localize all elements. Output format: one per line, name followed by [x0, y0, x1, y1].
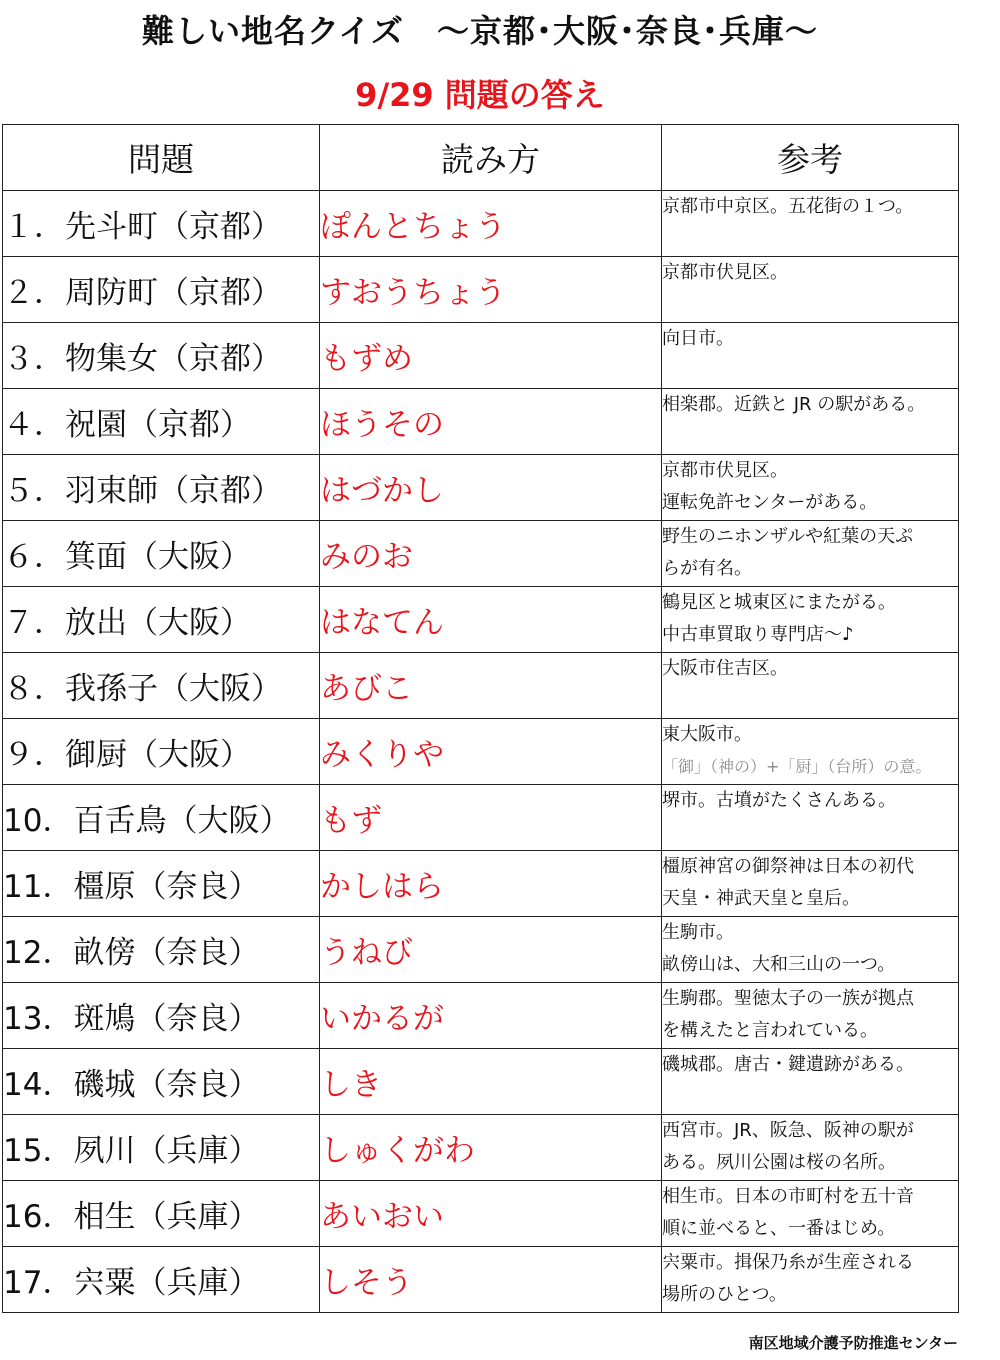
question-cell: 17．宍粟（兵庫）	[3, 1247, 320, 1313]
note-cell	[662, 653, 959, 719]
table-row	[3, 191, 959, 257]
table-row	[3, 455, 959, 521]
reading-cell: ぽんとちょう	[320, 191, 662, 257]
note-line: 中古車買取り専門店～♪	[662, 624, 854, 645]
note-line: らが有名。	[662, 558, 752, 579]
column-header-notes: 参考	[662, 125, 959, 191]
question-cell: ５．羽束師（京都）	[3, 455, 320, 521]
note-line: 京都市伏見区。	[662, 262, 788, 283]
note-line: を構えたと言われている。	[662, 1020, 878, 1041]
table-row	[3, 1247, 959, 1313]
note-cell	[662, 191, 959, 257]
question-cell: 10．百舌鳥（大阪）	[3, 785, 320, 851]
table-row	[3, 785, 959, 851]
note-cell	[662, 1115, 959, 1181]
note-line: 場所のひとつ。	[662, 1284, 787, 1305]
note-cell	[662, 719, 959, 785]
note-line: 東大阪市。	[662, 724, 752, 745]
question-cell: 14．磯城（奈良）	[3, 1049, 320, 1115]
note-cell	[662, 389, 959, 455]
table-body	[3, 191, 959, 1313]
reading-cell: あいおい	[320, 1181, 662, 1247]
reading-cell: いかるが	[320, 983, 662, 1049]
question-cell: ４．祝園（京都）	[3, 389, 320, 455]
note-cell	[662, 1049, 959, 1115]
reading-cell: かしはら	[320, 851, 662, 917]
note-line: 鶴見区と城東区にまたがる。	[662, 592, 896, 613]
reading-cell: しき	[320, 1049, 662, 1115]
table-row	[3, 719, 959, 785]
table-row	[3, 1181, 959, 1247]
note-cell	[662, 521, 959, 587]
note-line: 京都市伏見区。	[662, 460, 788, 481]
note-cell	[662, 323, 959, 389]
footer-organization: 南区地域介護予防推進センター	[748, 1334, 958, 1352]
table-row	[3, 983, 959, 1049]
note-line: 天皇・神武天皇と皇后。	[662, 888, 860, 909]
question-cell: ２．周防町（京都）	[3, 257, 320, 323]
reading-cell: みくりや	[320, 719, 662, 785]
table-row	[3, 323, 959, 389]
column-header-question: 問題	[3, 125, 320, 191]
table-row	[3, 1115, 959, 1181]
note-line: 西宮市。JR、阪急、阪神の駅が	[662, 1120, 914, 1141]
table-header-row	[3, 125, 959, 191]
reading-cell: ほうその	[320, 389, 662, 455]
question-cell: 12．畝傍（奈良）	[3, 917, 320, 983]
question-cell: 13．斑鳩（奈良）	[3, 983, 320, 1049]
note-line: 順に並べると、一番はじめ。	[662, 1218, 896, 1239]
table-row	[3, 257, 959, 323]
note-cell	[662, 917, 959, 983]
page-subtitle: 9/29 問題の答え	[355, 76, 605, 114]
note-line: 相生市。日本の市町村を五十音	[662, 1186, 914, 1207]
table-row	[3, 851, 959, 917]
note-line: 運転免許センターがある。	[662, 492, 878, 513]
note-line: 堺市。古墳がたくさんある。	[662, 790, 896, 811]
note-cell	[662, 257, 959, 323]
question-cell: 11．橿原（奈良）	[3, 851, 320, 917]
page-title: 難しい地名クイズ ～京都･大阪･奈良･兵庫～	[141, 12, 819, 50]
note-cell	[662, 1247, 959, 1313]
note-line: 橿原神宮の御祭神は日本の初代	[662, 856, 914, 877]
reading-cell: しゅくがわ	[320, 1115, 662, 1181]
note-cell	[662, 455, 959, 521]
question-cell: ９．御厨（大阪）	[3, 719, 320, 785]
table-row	[3, 917, 959, 983]
note-line: 京都市中京区。五花街の１つ。	[662, 196, 914, 217]
note-cell	[662, 1181, 959, 1247]
note-line: 畝傍山は、大和三山の一つ。	[662, 954, 896, 975]
table-row	[3, 1049, 959, 1115]
question-cell: ３．物集女（京都）	[3, 323, 320, 389]
reading-cell: はなてん	[320, 587, 662, 653]
note-line-muted: 「御」（神の）+「厨」（台所）の意。	[662, 757, 932, 776]
question-cell: １．先斗町（京都）	[3, 191, 320, 257]
note-line: 野生のニホンザルや紅葉の天ぷ	[662, 526, 914, 547]
reading-cell: うねび	[320, 917, 662, 983]
reading-cell: はづかし	[320, 455, 662, 521]
note-line: 向日市。	[662, 328, 734, 349]
reading-cell: みのお	[320, 521, 662, 587]
note-cell	[662, 851, 959, 917]
note-line: 大阪市住吉区。	[662, 658, 788, 679]
note-line: 相楽郡。近鉄と JR の駅がある。	[662, 394, 926, 415]
reading-cell: すおうちょう	[320, 257, 662, 323]
note-line: ある。夙川公園は桜の名所。	[662, 1152, 896, 1173]
table-row	[3, 389, 959, 455]
reading-cell: もず	[320, 785, 662, 851]
reading-cell: しそう	[320, 1247, 662, 1313]
question-cell: 16．相生（兵庫）	[3, 1181, 320, 1247]
question-cell: ７．放出（大阪）	[3, 587, 320, 653]
note-line: 生駒市。	[662, 922, 734, 943]
note-cell	[662, 983, 959, 1049]
table-row	[3, 653, 959, 719]
reading-cell: あびこ	[320, 653, 662, 719]
table-row	[3, 587, 959, 653]
column-header-reading: 読み方	[320, 125, 662, 191]
question-cell: ６．箕面（大阪）	[3, 521, 320, 587]
note-line: 宍粟市。揖保乃糸が生産される	[662, 1252, 914, 1273]
reading-cell: もずめ	[320, 323, 662, 389]
note-cell	[662, 785, 959, 851]
note-cell	[662, 587, 959, 653]
question-cell: ８．我孫子（大阪）	[3, 653, 320, 719]
table-row	[3, 521, 959, 587]
note-line: 生駒郡。聖徳太子の一族が拠点	[662, 988, 914, 1009]
note-line: 磯城郡。唐古・鍵遺跡がある。	[662, 1054, 914, 1075]
question-cell: 15．夙川（兵庫）	[3, 1115, 320, 1181]
quiz-answer-table	[2, 124, 959, 1313]
